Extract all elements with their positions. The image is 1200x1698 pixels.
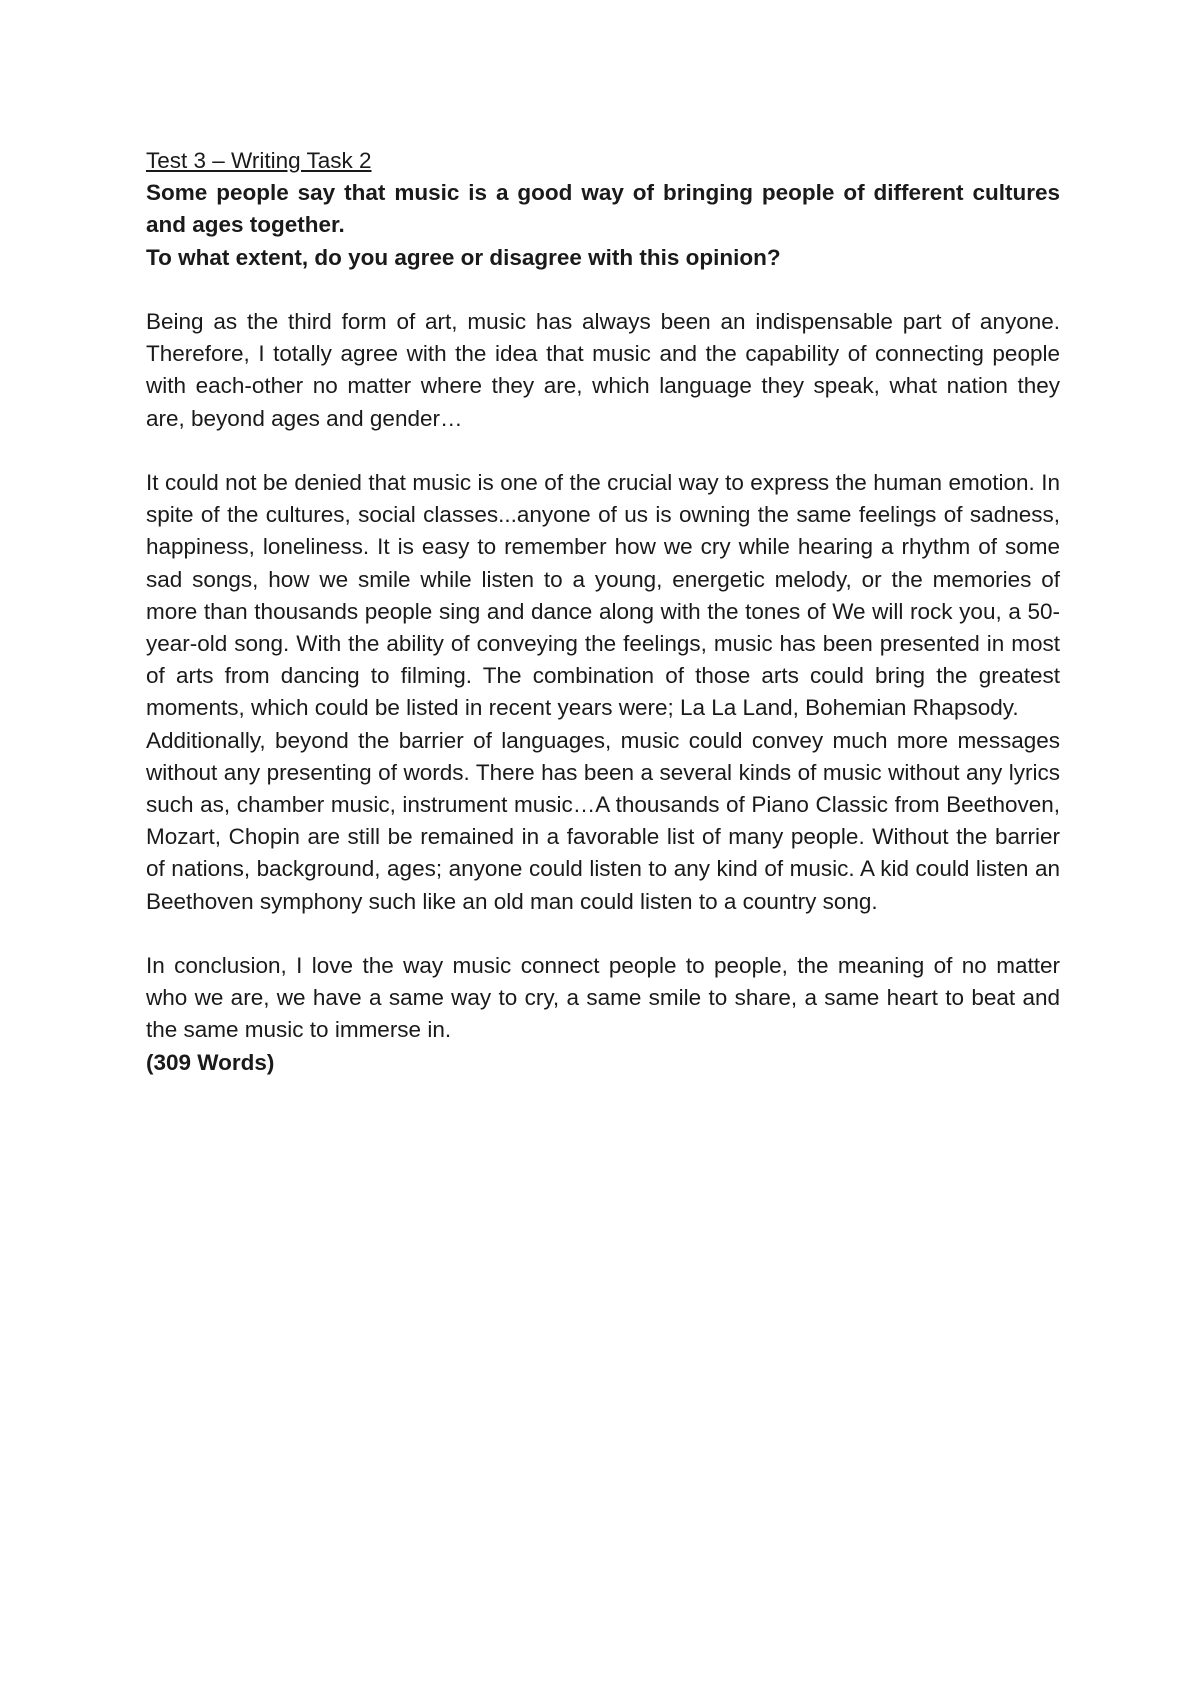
intro-paragraph: Being as the third form of art, music has always been an indispensable part of anyone. Therefore, I totally agree with the idea that music and the capability of connecting people with each-other no matter where they are, which language they speak, what nation they are, beyond ages and gender… (146, 309, 1060, 431)
spacer (146, 435, 1060, 467)
essay-title: Test 3 – Writing Task 2 (146, 148, 372, 173)
spacer (146, 274, 1060, 306)
body-paragraph-2: Additionally, beyond the barrier of languages, music could convey much more messages without any presenting of words. There has been a several kinds of music without any lyrics such as, chamber music, instrument music…A thousands of Piano Classic from Beethoven, Mozart, Chopin are still be remained in a favorable list of many people. Without the barrier of nations, background, ages; anyone could listen to any kind of music. A kid could listen an Beethoven symphony such like an old man could listen to a country song. (146, 727, 1060, 914)
spacer (146, 918, 1060, 950)
essay-prompt: Some people say that music is a good way of bringing people of different cultures and ages together. (146, 180, 1060, 238)
body-paragraph-1: It could not be denied that music is one of the crucial way to express the human emotion. In spite of the cultures, social classes...anyone of us is owning the same feelings of sadness, happiness, loneliness. It is easy to remember how we cry while hearing a rhythm of some sad songs, how we smile while listen to a young, energetic melody, or the memories of more than thousands people sing and dance along with the tones of We will rock you, a 50-year-old song. With the ability of conveying the feelings, music has been presented in most of arts from dancing to filming. The combination of those arts could bring the greatest moments, which could be listed in recent years were; La La Land, Bohemian Rhapsody. (146, 470, 1060, 721)
conclusion-paragraph: In conclusion, I love the way music connect people to people, the meaning of no matter who we are, we have a same way to cry, a same smile to share, a same heart to beat and the same music to immerse in. (146, 953, 1060, 1043)
essay-content (146, 145, 1060, 1079)
essay-question: To what extent, do you agree or disagree with this opinion? (146, 244, 781, 270)
word-count: (309 Words) (146, 1049, 275, 1075)
